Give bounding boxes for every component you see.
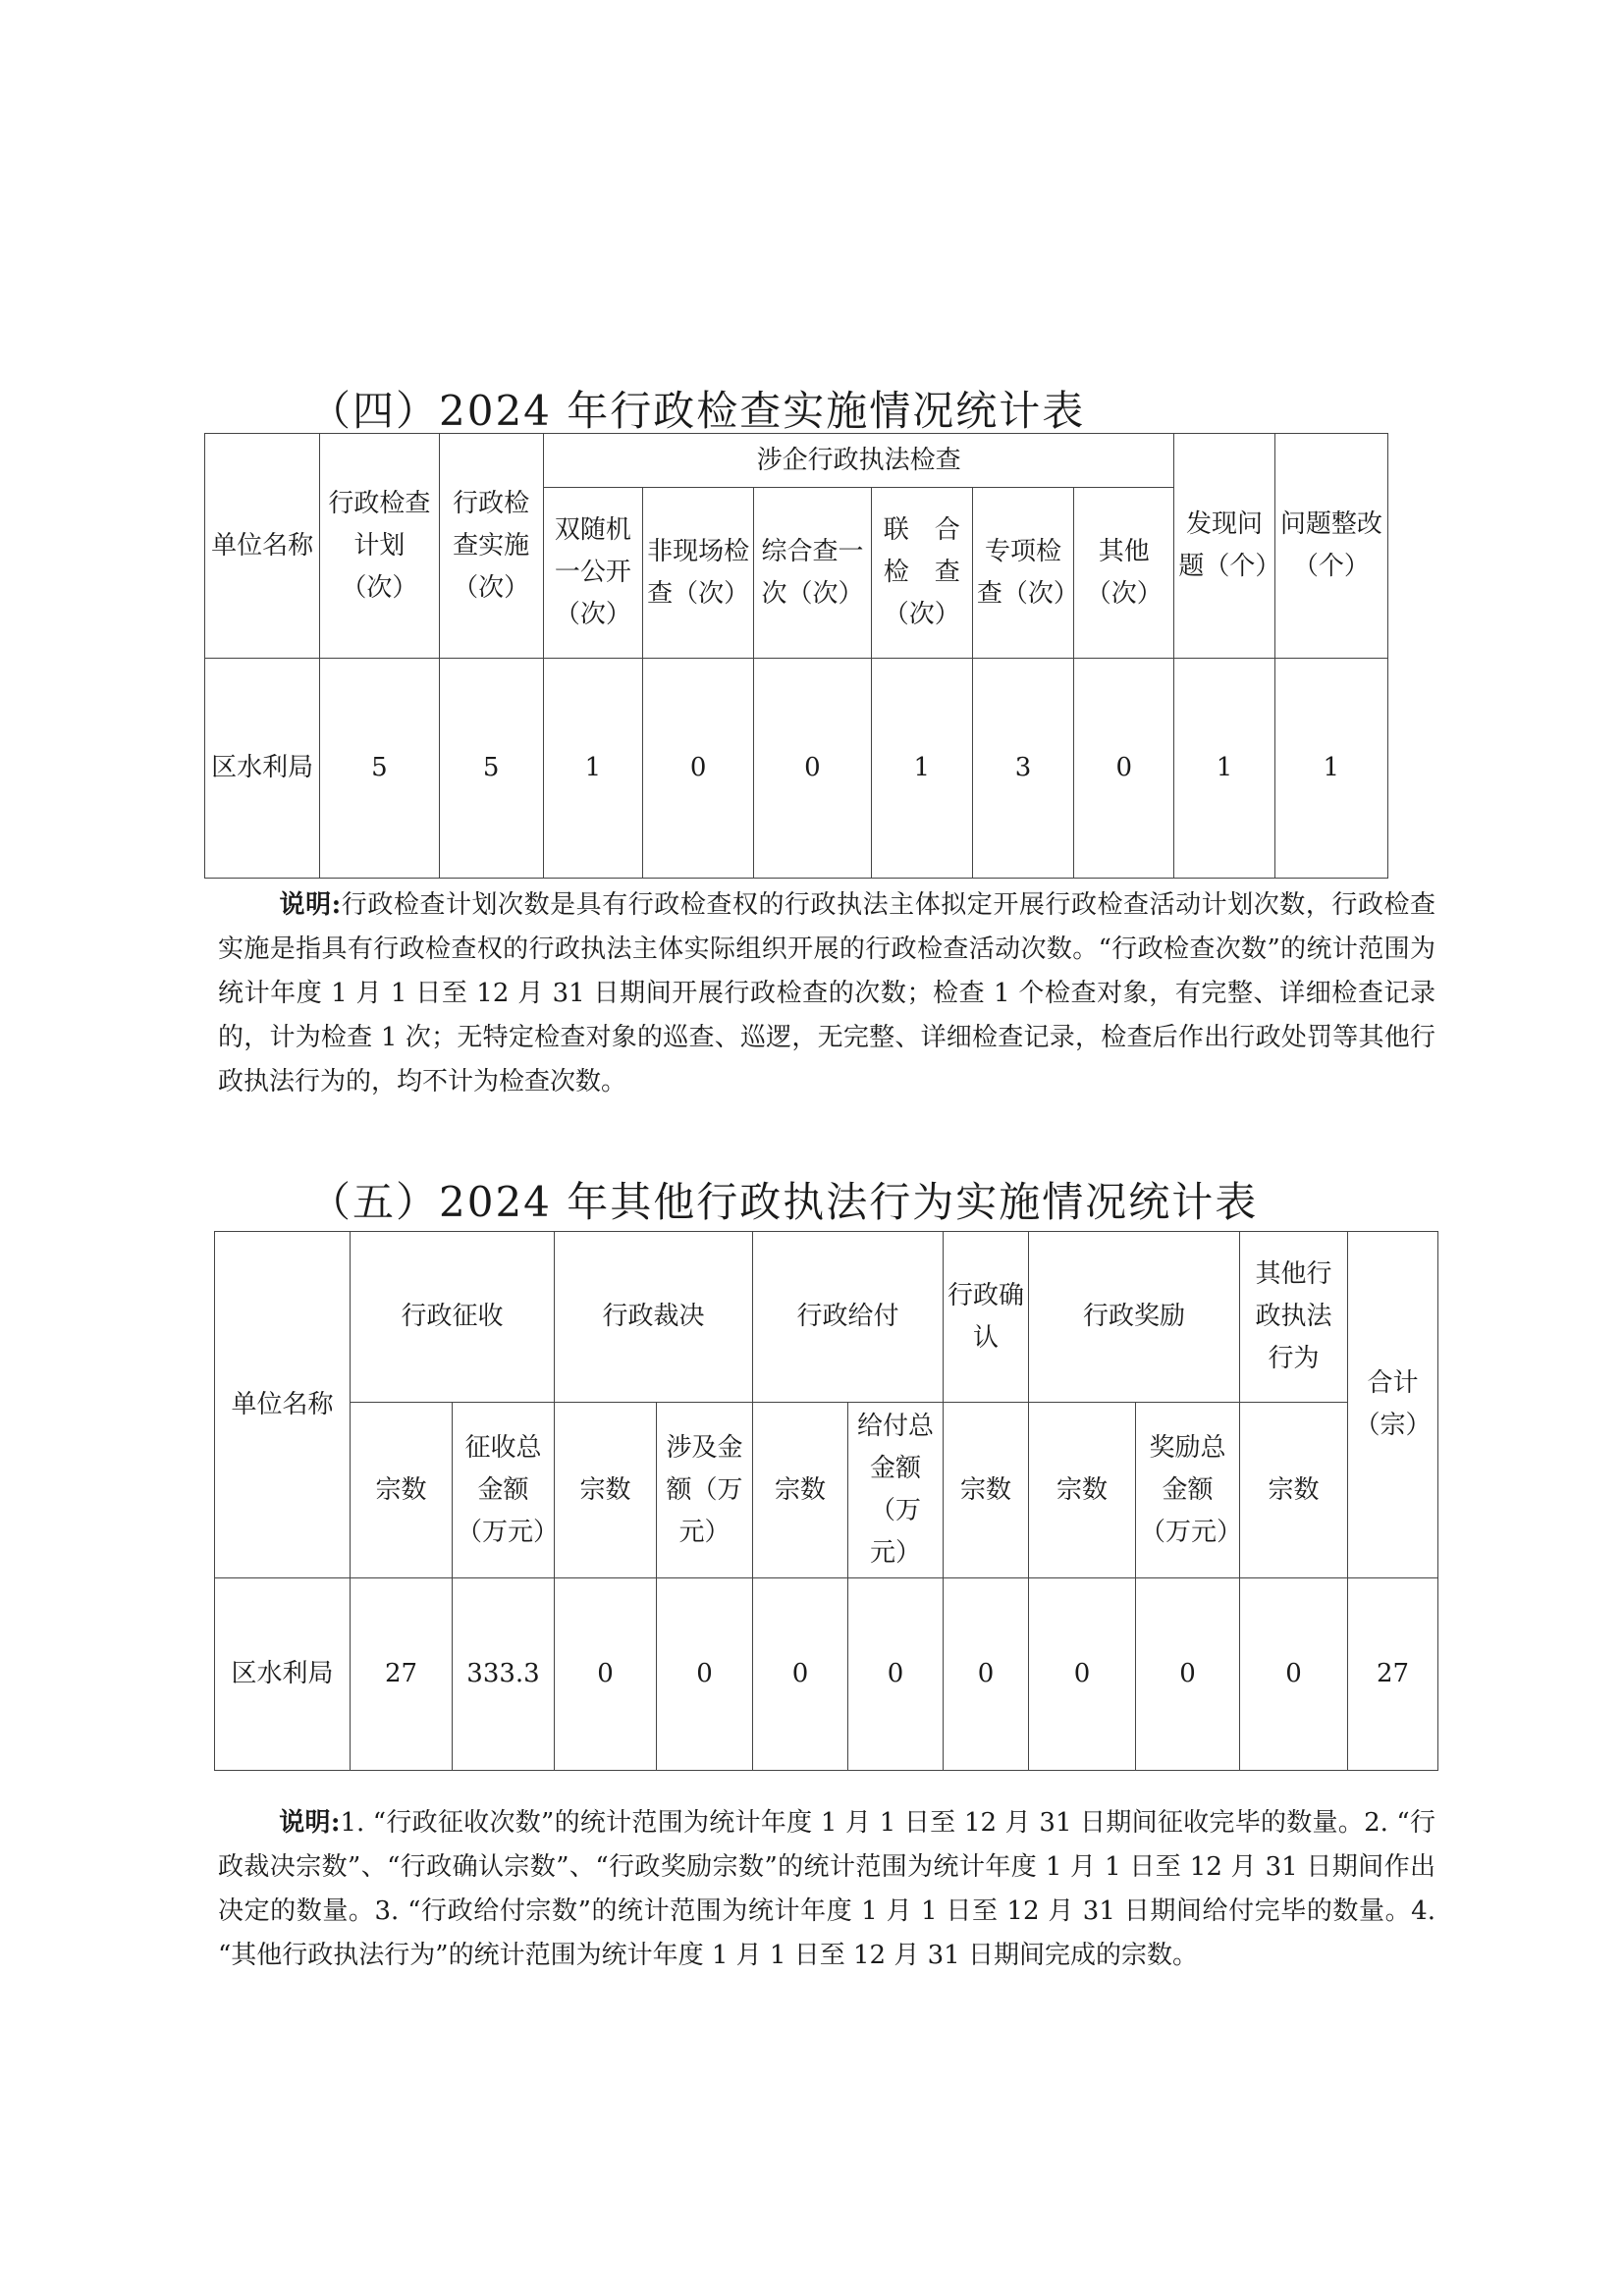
header-problems-found: 发现问题（个） <box>1174 434 1274 659</box>
header-unit-name: 单位名称 <box>205 434 320 659</box>
header-administrative-ruling: 行政裁决 <box>555 1232 753 1403</box>
header-other-count: 宗数 <box>1240 1403 1348 1578</box>
cell-found: 1 <box>1174 659 1274 879</box>
header-administrative-confirmation: 行政确认 <box>944 1232 1029 1403</box>
header-special-inspection: 专项检查（次） <box>972 488 1073 659</box>
other-enforcement-stats-table <box>214 1231 1438 1771</box>
cell-levy-count: 27 <box>351 1578 453 1771</box>
header-payment-count: 宗数 <box>753 1403 848 1578</box>
header-joint-inspection: 联 合检 查（次） <box>871 488 972 659</box>
cell-unit: 区水利局 <box>205 659 320 879</box>
header-levy-count: 宗数 <box>351 1403 453 1578</box>
table4-title: （四）2024 年行政检查实施情况统计表 <box>309 387 1086 435</box>
header-reward-amount: 奖励总金额（万元） <box>1136 1403 1240 1578</box>
cell-rectify: 1 <box>1274 659 1387 879</box>
cell-reward-amount: 0 <box>1136 1578 1240 1771</box>
header-offsite-inspection: 非现场检查（次） <box>643 488 754 659</box>
header-other-enforcement: 其他行政执法行为 <box>1240 1232 1348 1403</box>
header-levy-amount: 征收总金额（万元） <box>453 1403 555 1578</box>
header-comprehensive-inspection: 综合查一次（次） <box>754 488 871 659</box>
header-unit-name: 单位名称 <box>215 1232 351 1578</box>
cell-joint: 1 <box>871 659 972 879</box>
header-ruling-count: 宗数 <box>555 1403 657 1578</box>
cell-unit: 区水利局 <box>215 1578 351 1771</box>
header-administrative-reward: 行政奖励 <box>1029 1232 1240 1403</box>
table-row <box>215 1578 1438 1771</box>
cell-ruling-amount: 0 <box>657 1578 753 1771</box>
cell-offsite: 0 <box>643 659 754 879</box>
table-row <box>205 659 1388 879</box>
header-reward-count: 宗数 <box>1029 1403 1136 1578</box>
cell-levy-amount: 333.3 <box>453 1578 555 1771</box>
cell-confirm-count: 0 <box>944 1578 1029 1771</box>
header-ruling-amount: 涉及金额（万元） <box>657 1403 753 1578</box>
cell-ruling-count: 0 <box>555 1578 657 1771</box>
table5-note <box>218 1801 1435 1978</box>
inspection-stats-table <box>204 433 1388 879</box>
table4-note <box>218 883 1435 1104</box>
cell-reward-count: 0 <box>1029 1578 1136 1771</box>
header-problems-rectified: 问题整改（个） <box>1274 434 1387 659</box>
header-other-inspection: 其他（次） <box>1074 488 1174 659</box>
cell-double-random: 1 <box>543 659 642 879</box>
header-inspection-plan: 行政检查计划（次） <box>320 434 439 659</box>
cell-other: 0 <box>1074 659 1174 879</box>
cell-impl: 5 <box>439 659 543 879</box>
cell-special: 3 <box>972 659 1073 879</box>
cell-total: 27 <box>1348 1578 1438 1771</box>
cell-comprehensive: 0 <box>754 659 871 879</box>
header-inspection-implementation: 行政检查实施（次） <box>439 434 543 659</box>
cell-other-count: 0 <box>1240 1578 1348 1771</box>
header-total: 合计（宗） <box>1348 1232 1438 1578</box>
header-enterprise-inspection-group: 涉企行政执法检查 <box>543 434 1174 488</box>
table5-title: （五）2024 年其他行政执法行为实施情况统计表 <box>309 1178 1259 1226</box>
cell-payment-count: 0 <box>753 1578 848 1771</box>
note-text: 行政检查计划次数是具有行政检查权的行政执法主体拟定开展行政检查活动计划次数，行政检查实施是指具有行政检查权的行政执法主体实际组织开展的行政检查活动次数。“行政检查次数”的统计范围为统计年度 1 月 1 日至 12 月 31 日期间开展行政检查的次数；检查 1 个检查对象，有完整、详细检查记录的，计为检查 1 次；无特定检查对象的巡查、巡逻，无完整、详细检查记录，检查后作出行政处罚等其他行政执法行为的，均不计为检查次数。 <box>218 890 1435 1096</box>
header-payment-amount: 给付总金额（万元） <box>848 1403 944 1578</box>
header-confirm-count: 宗数 <box>944 1403 1029 1578</box>
cell-plan: 5 <box>320 659 439 879</box>
header-administrative-payment: 行政给付 <box>753 1232 944 1403</box>
note-label: 说明: <box>279 1808 341 1838</box>
header-double-random: 双随机一公开（次） <box>543 488 642 659</box>
note-label: 说明: <box>279 890 342 920</box>
header-administrative-levy: 行政征收 <box>351 1232 555 1403</box>
note-text: 1. “行政征收次数”的统计范围为统计年度 1 月 1 日至 12 月 31 日期间征收完毕的数量。2. “行政裁决宗数”、“行政确认宗数”、“行政奖励宗数”的统计范围为统计年度 1 月 1 日至 12 月 31 日期间作出决定的数量。3. “行政给付宗数”的统计范围为统计年度 1 月 1 日至 12 月 31 日期间给付完毕的数量。4. “其他行政执法行为”的统计范围为统计年度 1 月 1 日至 12 月 31 日期间完成的宗数。 <box>218 1808 1435 1970</box>
cell-payment-amount: 0 <box>848 1578 944 1771</box>
